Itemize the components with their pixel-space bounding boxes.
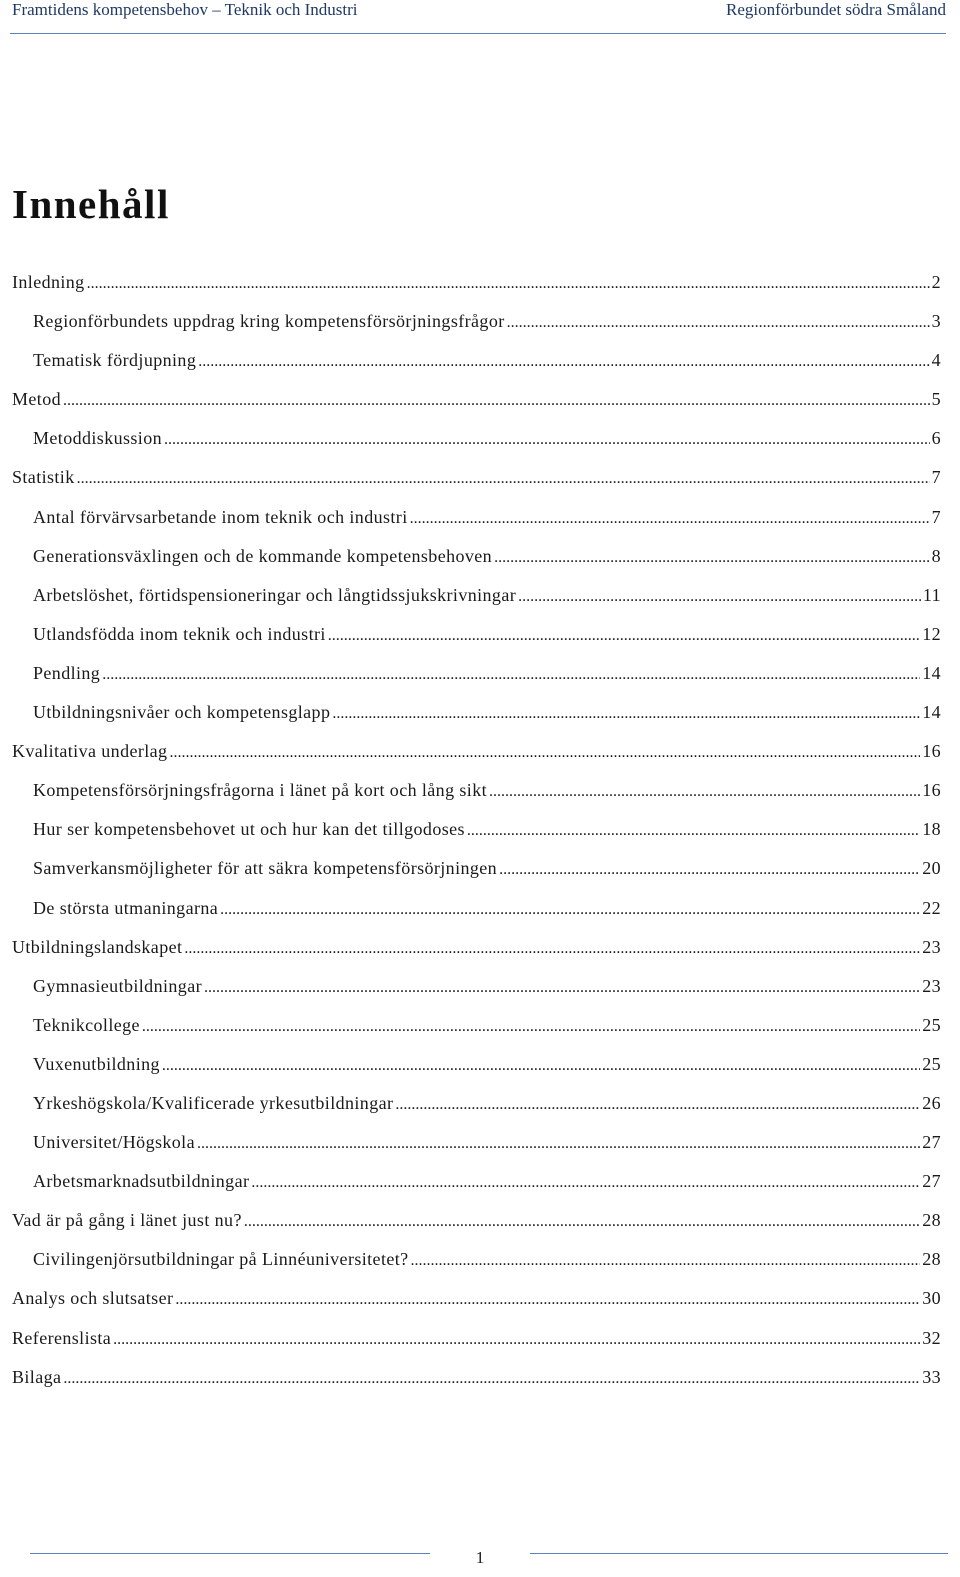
toc-entry-title: Gymnasieutbildningar	[33, 975, 202, 996]
toc-entry-page: 14	[922, 702, 941, 723]
toc-entry-page: 4	[931, 350, 941, 371]
toc-entry-page: 5	[931, 389, 941, 410]
toc-entry[interactable]	[12, 1089, 941, 1128]
toc-entry-title: Metod	[12, 389, 61, 410]
toc-dot-leader	[87, 270, 930, 298]
header-document-title: Framtidens kompetensbehov – Teknik och Industri	[12, 0, 358, 19]
toc-entry[interactable]	[12, 1128, 941, 1167]
toc-entry[interactable]	[12, 972, 941, 1011]
toc-entry-title: Generationsväxlingen och de kommande kompetensbehoven	[33, 545, 493, 566]
toc-dot-leader	[204, 974, 920, 1002]
toc-entry[interactable]	[12, 424, 941, 463]
toc-dot-leader	[162, 1052, 920, 1080]
toc-entry-title: Kompetensförsörjningsfrågorna i länet på kort och lång sikt	[33, 780, 487, 801]
toc-dot-leader	[184, 935, 920, 963]
page-header	[12, 0, 946, 34]
toc-entry[interactable]	[12, 1363, 941, 1402]
toc-entry[interactable]	[12, 1011, 941, 1050]
toc-entry-title: Referenslista	[12, 1327, 112, 1348]
toc-entry-title: De största utmaningarna	[33, 897, 219, 918]
toc-entry[interactable]	[12, 659, 941, 698]
toc-entry[interactable]	[12, 815, 941, 854]
toc-entry[interactable]	[12, 894, 941, 933]
toc-entry-title: Metoddiskussion	[33, 428, 163, 449]
toc-entry-page: 32	[922, 1327, 941, 1348]
toc-dot-leader	[328, 622, 920, 650]
toc-dot-leader	[175, 1286, 920, 1314]
toc-entry[interactable]	[12, 307, 941, 346]
toc-dot-leader	[507, 309, 930, 337]
toc-entry[interactable]	[12, 933, 941, 972]
toc-dot-leader	[410, 505, 930, 533]
toc-dot-leader	[332, 700, 920, 728]
toc-entry-title: Bilaga	[12, 1366, 62, 1387]
toc-dot-leader	[395, 1091, 920, 1119]
toc-entry-title: Tematisk fördjupning	[33, 350, 197, 371]
toc-entry[interactable]	[12, 346, 941, 385]
toc-entry-page: 27	[922, 1171, 941, 1192]
toc-entry-title: Antal förvärvsarbetande inom teknik och industri	[33, 506, 408, 527]
toc-entry-title: Yrkeshögskola/Kvalificerade yrkesutbildningar	[33, 1092, 394, 1113]
toc-dot-leader	[142, 1013, 920, 1041]
toc-entry-page: 25	[922, 1014, 941, 1035]
toc-entry-page: 12	[922, 623, 941, 644]
toc-heading: Innehåll	[12, 181, 170, 227]
toc-entry[interactable]	[12, 1284, 941, 1323]
toc-entry-title: Teknikcollege	[33, 1014, 140, 1035]
toc-dot-leader	[499, 856, 920, 884]
toc-entry[interactable]	[12, 737, 941, 776]
toc-entry-page: 20	[922, 858, 941, 879]
toc-entry-page: 16	[922, 780, 941, 801]
toc-entry-page: 33	[922, 1366, 941, 1387]
toc-entry-page: 2	[931, 272, 941, 292]
toc-entry-title: Civilingenjörsutbildningar på Linnéuniversitetet?	[33, 1249, 409, 1270]
toc-entry-page: 23	[922, 936, 941, 957]
toc-entry-title: Pendling	[33, 662, 101, 683]
toc-entry-page: 22	[922, 897, 941, 918]
toc-entry[interactable]	[12, 1245, 941, 1284]
toc-entry-title: Arbetslöshet, förtidspensioneringar och långtidssjukskrivningar	[33, 584, 517, 605]
toc-entry-page: 28	[922, 1249, 941, 1270]
toc-entry-title: Universitet/Högskola	[33, 1132, 195, 1153]
toc-entry[interactable]	[12, 1206, 941, 1245]
toc-entry-title: Analys och slutsatser	[12, 1288, 174, 1309]
toc-entry-title: Hur ser kompetensbehovet ut och hur kan det tillgodoses	[33, 819, 465, 840]
toc-dot-leader	[102, 661, 920, 689]
header-organization: Regionförbundet södra Småland	[725, 0, 946, 19]
toc-entry-title: Samverkansmöjligheter för att säkra kompetensförsörjningen	[33, 858, 498, 879]
toc-dot-leader	[63, 387, 930, 415]
toc-dot-leader	[164, 426, 930, 454]
toc-entry-title: Arbetsmarknadsutbildningar	[33, 1171, 250, 1192]
toc-entry[interactable]	[12, 698, 941, 737]
toc-entry-title: Kvalitativa underlag	[12, 741, 168, 762]
toc-entry-page: 30	[922, 1288, 941, 1309]
toc-dot-leader	[489, 778, 920, 806]
toc-entry-page: 8	[931, 545, 941, 566]
toc-dot-leader	[169, 739, 920, 767]
toc-entry-page: 6	[931, 428, 941, 449]
toc-entry-page: 7	[931, 506, 941, 527]
toc-entry-title: Statistik	[12, 467, 75, 488]
toc-dot-leader	[113, 1326, 920, 1354]
toc-entry-title: Vuxenutbildning	[33, 1053, 160, 1074]
toc-dot-leader	[494, 544, 930, 572]
toc-entry-title: Vad är på gång i länet just nu?	[12, 1210, 242, 1231]
toc-dot-leader	[251, 1169, 920, 1197]
toc-dot-leader	[197, 1130, 920, 1158]
toc-entry[interactable]	[12, 503, 941, 542]
toc-dot-leader	[411, 1247, 921, 1275]
toc-entry[interactable]	[12, 268, 941, 307]
toc-entry-page: 14	[922, 662, 941, 683]
toc-entry[interactable]	[12, 542, 941, 581]
toc-entry[interactable]	[12, 854, 941, 893]
toc-entry-title: Utlandsfödda inom teknik och industri	[33, 623, 326, 644]
toc-entry[interactable]	[12, 1324, 941, 1363]
toc-dot-leader	[220, 896, 920, 924]
toc-entry[interactable]	[12, 776, 941, 815]
toc-entry-page: 18	[922, 819, 941, 840]
toc-entry[interactable]	[12, 1167, 941, 1206]
toc-dot-leader	[518, 583, 921, 611]
toc-entry-title: Inledning	[12, 272, 85, 292]
toc-entry[interactable]	[12, 385, 941, 424]
toc-entry[interactable]	[12, 1050, 941, 1089]
toc-entry-page: 28	[922, 1210, 941, 1231]
toc-entry[interactable]	[12, 620, 941, 659]
toc-entry-title: Utbildningsnivåer och kompetensglapp	[33, 702, 331, 723]
toc-dot-leader	[63, 1365, 920, 1393]
toc-entry-title: Regionförbundets uppdrag kring kompetensförsörjningsfrågor	[33, 311, 505, 332]
toc-entry[interactable]	[12, 463, 941, 502]
toc-entry-page: 16	[922, 741, 941, 762]
toc-entry-page: 27	[922, 1132, 941, 1153]
toc-dot-leader	[244, 1208, 920, 1236]
header-divider	[10, 33, 946, 34]
toc-entry-page: 3	[931, 311, 941, 332]
toc-dot-leader	[467, 817, 920, 845]
toc-entry-page: 7	[931, 467, 941, 488]
toc-dot-leader	[77, 465, 930, 493]
toc-entry-page: 25	[922, 1053, 941, 1074]
page-number: 1	[475, 1548, 485, 1567]
table-of-contents	[12, 268, 941, 1402]
toc-entry[interactable]	[12, 581, 941, 620]
toc-entry-title: Utbildningslandskapet	[12, 936, 183, 957]
toc-dot-leader	[198, 348, 929, 376]
toc-entry-page: 26	[922, 1092, 941, 1113]
toc-entry-page: 11	[922, 584, 941, 605]
toc-entry-page: 23	[922, 975, 941, 996]
